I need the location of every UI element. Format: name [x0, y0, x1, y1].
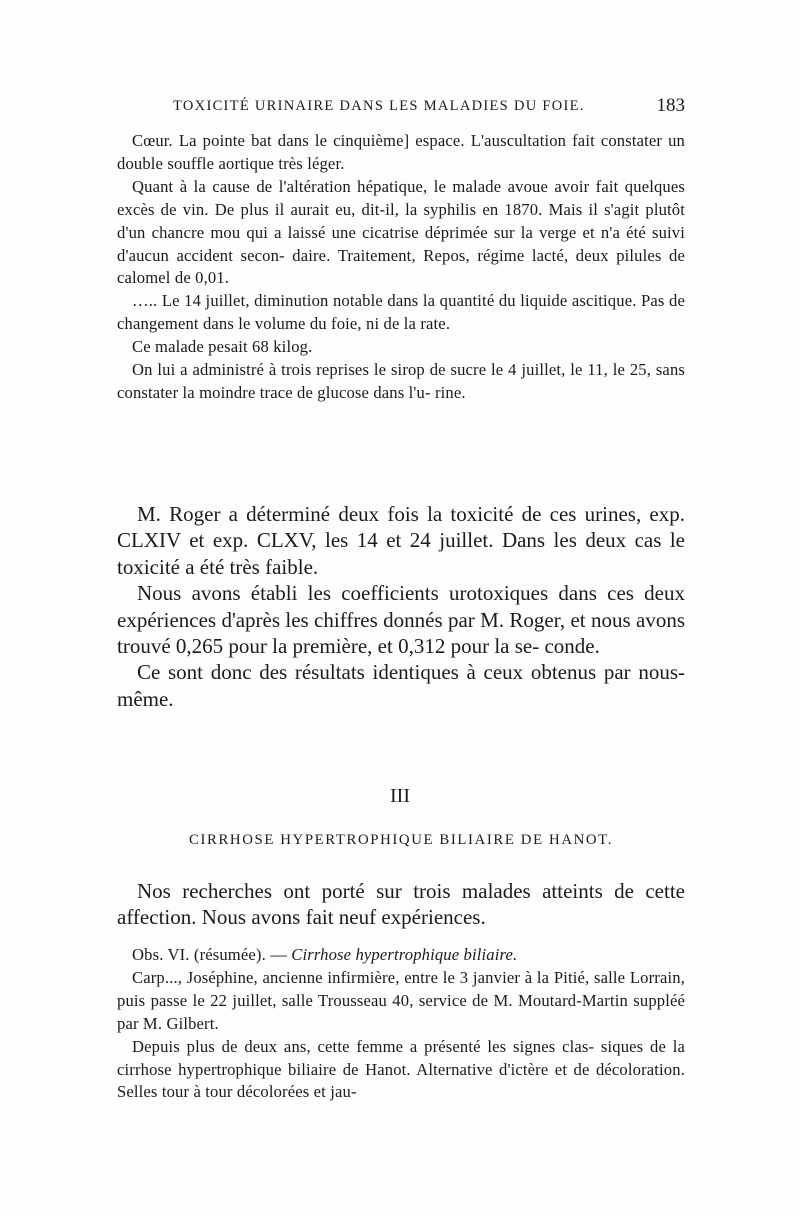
section-title: CIRRHOSE HYPERTROPHIQUE BILIAIRE DE HANOT.	[188, 832, 614, 848]
page-number: 183	[656, 95, 685, 116]
observation-block	[117, 944, 685, 1104]
case-paragraph-heart: Cœur. La pointe bat dans le cinquième] espace. L'auscultation fait constater un double souffle aortique très léger.	[117, 131, 685, 173]
section-number: III	[390, 785, 410, 807]
case-paragraph-cause: Quant à la cause de l'altération hépatique, le malade avoue avoir fait quelques excès de vin. De plus il aurait eu, dit-il, la syphilis en 1870. Mais il s'agit plutôt d'un chancre mou qui a laissé une cicatrise déprimée sur la verge et n'a été suivi d'aucun accident secon- daire. Traitement, Repos, régime lacté, deux pilules de calomel de 0,01.	[117, 176, 685, 288]
observation-heading	[117, 944, 685, 967]
case-paragraph-weight: Ce malade pesait 68 kilog.	[132, 337, 313, 357]
case-paragraph-july-14: ….. Le 14 juillet, diminution notable dans la quantité du liquide ascitique. Pas de changement dans le volume du foie, ni de la rate.	[117, 291, 685, 334]
case-notes-block	[117, 130, 685, 405]
section-intro-block	[117, 878, 685, 931]
observation-title: Cirrhose hypertrophique biliaire.	[291, 945, 518, 964]
observation-paragraph-history: Depuis plus de deux ans, cette femme a présenté les signes clas- siques de la cirrhose hypertrophique biliaire de Hanot. Alternative d'ictère et de décoloration. Selles tour à tour décolorées et jau-	[117, 1036, 685, 1102]
observation-paragraph-admission: Carp..., Joséphine, ancienne infirmière, entre le 3 janvier à la Pitié, salle Lorrain, puis passe le 22 juillet, salle Trousseau 40, service de M. Moutard-Martin suppléé par M. Gilbert.	[117, 967, 685, 1033]
case-paragraph-glucose: On lui a administré à trois reprises le sirop de sucre le 4 juillet, le 11, le 25, sans constater la moindre trace de glucose dans l'u- rine.	[117, 360, 685, 402]
observation-label: Obs. VI. (résumée).	[132, 945, 266, 964]
discussion-paragraph-coefficients: Nous avons établi les coefficients urotoxiques dans ces deux expériences d'après les chiffres donnés par M. Roger, et nous avons trouvé 0,265 pour la première, et 0,312 pour la se- conde.	[117, 581, 685, 659]
discussion-paragraph-roger: M. Roger a déterminé deux fois la toxicité de ces urines, exp. CLXIV et exp. CLXV, les 14 et 24 juillet. Dans les deux cas le toxicité a été très faible.	[117, 502, 685, 579]
observation-dash: —	[270, 945, 287, 964]
discussion-block	[117, 501, 685, 712]
discussion-paragraph-results: Ce sont donc des résultats identiques à ceux obtenus par nous-même.	[117, 660, 685, 711]
section-intro-paragraph: Nos recherches ont porté sur trois malades atteints de cette affection. Nous avons fait neuf expériences.	[117, 879, 685, 930]
page-header	[117, 95, 685, 122]
running-title: TOXICITÉ URINAIRE DANS LES MALADIES DU FOIE.	[173, 98, 585, 114]
